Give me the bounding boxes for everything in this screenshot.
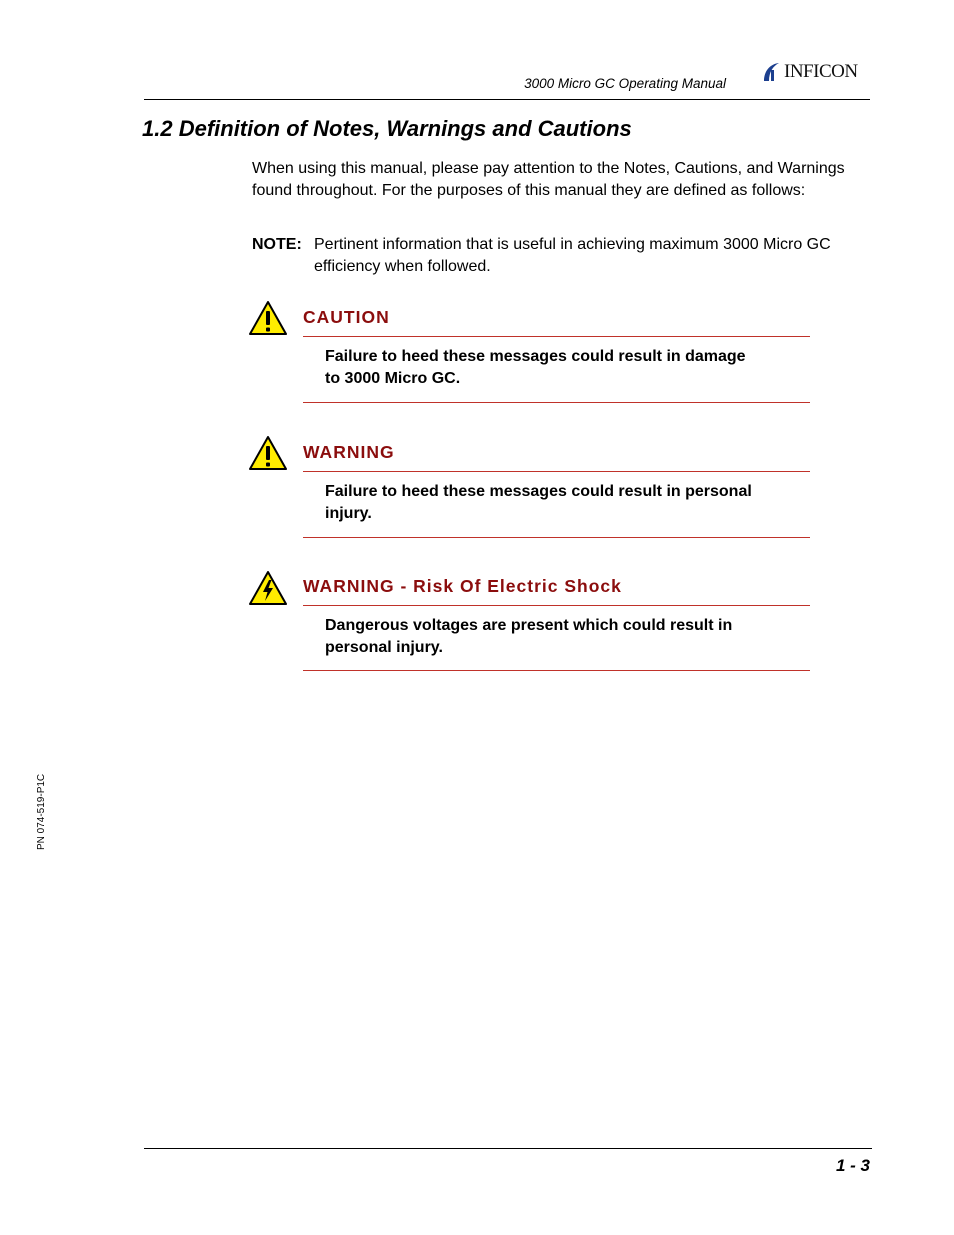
warning-body: Failure to heed these messages could result in personal injury. — [325, 483, 752, 522]
intro-paragraph: When using this manual, please pay attention to the Notes, Cautions, and Warnings found throughout. For the purposes of this manual they are defined as follows: — [252, 160, 845, 199]
electric-shock-top-rule — [303, 605, 810, 606]
caution-top-rule — [303, 336, 810, 337]
caution-title: CAUTION — [303, 307, 390, 327]
inficon-logo — [760, 60, 858, 84]
caution-notice — [248, 300, 810, 404]
warning-top-rule — [303, 471, 810, 472]
section-heading: 1.2 Definition of Notes, Warnings and Cautions — [142, 116, 632, 141]
caution-body: Failure to heed these messages could result in damage to 3000 Micro GC. — [325, 348, 746, 387]
page-number: 1 - 3 — [835, 1156, 870, 1175]
electric-shock-warning-notice — [248, 570, 810, 674]
warning-triangle-icon — [248, 300, 288, 336]
warning-triangle-icon — [248, 435, 288, 471]
note-label: NOTE: — [252, 236, 302, 253]
manual-title: 3000 Micro GC Operating Manual — [524, 76, 726, 91]
note-block — [252, 234, 872, 278]
electric-shock-body: Dangerous voltages are present which could result in personal injury. — [325, 617, 733, 656]
electric-shock-icon — [248, 570, 288, 606]
electric-shock-title: WARNING - Risk Of Electric Shock — [303, 576, 622, 596]
footer-divider — [144, 1148, 872, 1149]
header-divider — [144, 99, 870, 100]
warning-title: WARNING — [303, 442, 395, 462]
warning-bottom-rule — [303, 537, 810, 538]
warning-notice — [248, 435, 810, 539]
electric-shock-bottom-rule — [303, 670, 810, 671]
caution-bottom-rule — [303, 402, 810, 403]
note-text: Pertinent information that is useful in achieving maximum 3000 Micro GC efficiency when followed. — [314, 236, 831, 275]
part-number: PN 074-519-P1C — [36, 773, 47, 850]
brand-name: INFICON — [784, 61, 858, 82]
inficon-logo-icon — [760, 61, 782, 83]
